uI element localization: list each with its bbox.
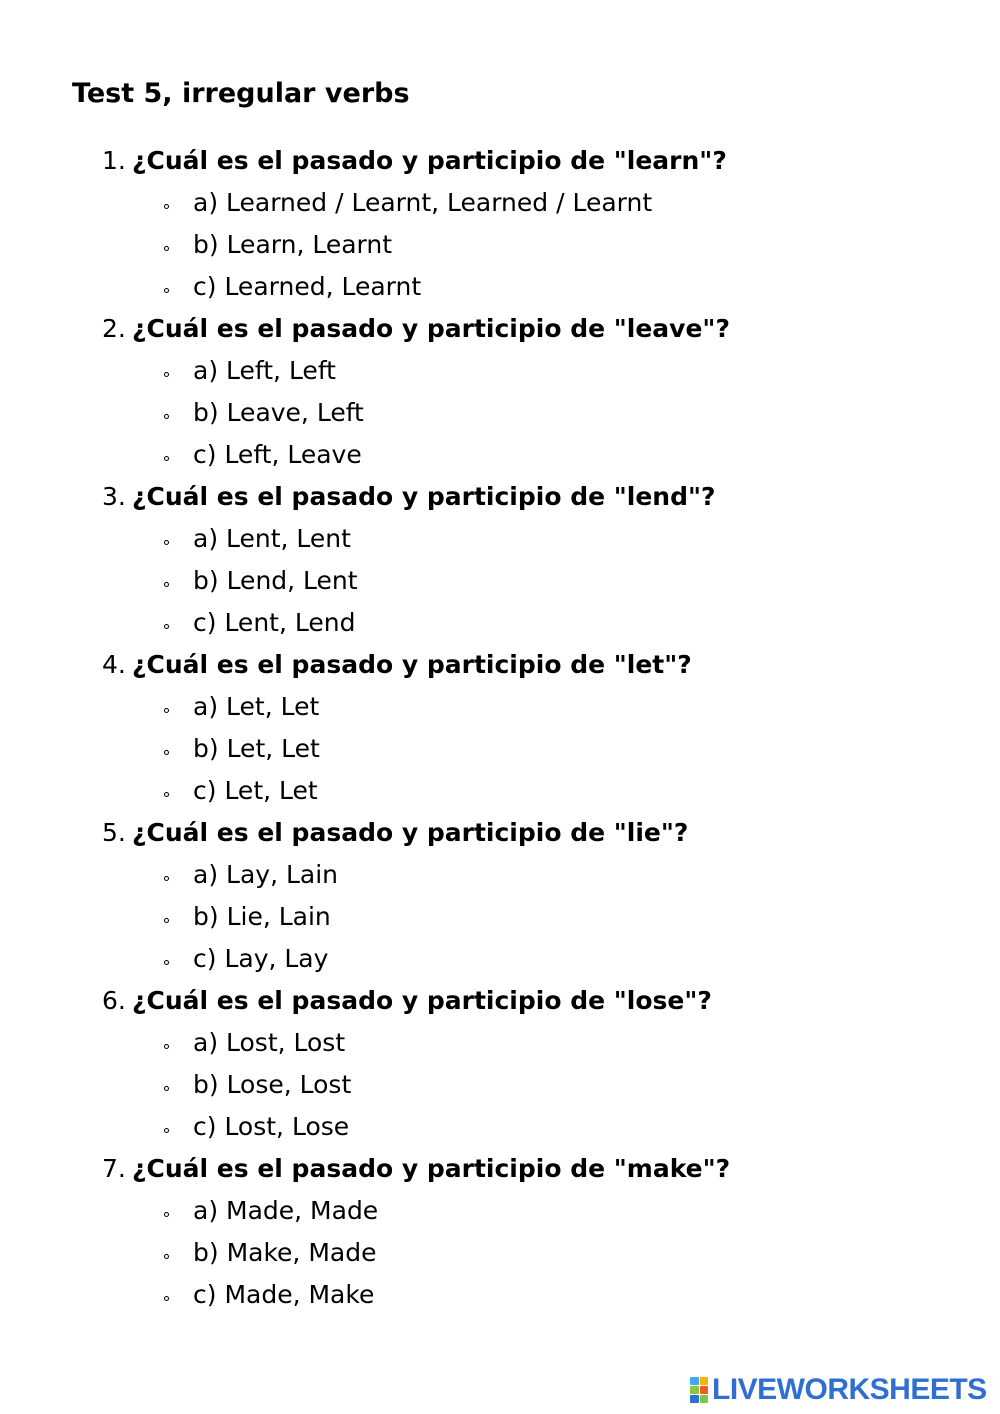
option-text: a) Left, Left [193, 356, 336, 385]
answer-option[interactable] [0, 182, 1000, 224]
question-line [0, 308, 1000, 350]
question-number: 4. [102, 650, 126, 679]
option-text: c) Lost, Lose [193, 1112, 350, 1141]
option-text: c) Made, Make [193, 1280, 375, 1309]
question-number: 3. [102, 482, 126, 511]
option-text: c) Let, Let [193, 776, 318, 805]
question-text: ¿Cuál es el pasado y participio de "lie"? [132, 818, 689, 847]
answer-option[interactable] [0, 686, 1000, 728]
circle-bullet-icon [164, 1296, 169, 1301]
option-text: a) Made, Made [193, 1196, 379, 1225]
circle-bullet-icon [164, 204, 169, 209]
answer-option[interactable] [0, 1022, 1000, 1064]
brand-text: LIVEWORKSHEETS [712, 1373, 987, 1406]
circle-bullet-icon [164, 624, 169, 629]
option-text: b) Lose, Lost [193, 1070, 352, 1099]
answer-option[interactable] [0, 560, 1000, 602]
question-line [0, 476, 1000, 518]
question-text: ¿Cuál es el pasado y participio de "learn"? [132, 146, 727, 175]
question-item [0, 476, 1000, 644]
option-text: a) Lent, Lent [193, 524, 351, 553]
option-text: c) Lent, Lend [193, 608, 356, 637]
answer-option[interactable] [0, 896, 1000, 938]
worksheet-title: Test 5, irregular verbs [72, 78, 410, 109]
answer-option[interactable] [0, 1064, 1000, 1106]
option-text: a) Lost, Lost [193, 1028, 346, 1057]
question-line [0, 812, 1000, 854]
answer-option[interactable] [0, 434, 1000, 476]
liveworksheets-logo-icon [690, 1377, 708, 1403]
circle-bullet-icon [164, 414, 169, 419]
circle-bullet-icon [164, 582, 169, 587]
answer-option[interactable] [0, 1232, 1000, 1274]
answer-option[interactable] [0, 224, 1000, 266]
question-text: ¿Cuál es el pasado y participio de "lend"? [132, 482, 716, 511]
logo-tile [700, 1386, 709, 1394]
circle-bullet-icon [164, 1086, 169, 1091]
question-number: 5. [102, 818, 126, 847]
liveworksheets-brand[interactable] [690, 1374, 987, 1406]
question-number: 1. [102, 146, 126, 175]
option-text: b) Lend, Lent [193, 566, 358, 595]
question-number: 7. [102, 1154, 126, 1183]
circle-bullet-icon [164, 708, 169, 713]
option-text: c) Lay, Lay [193, 944, 329, 973]
question-line [0, 1148, 1000, 1190]
option-text: b) Lie, Lain [193, 902, 331, 931]
option-text: b) Learn, Learnt [193, 230, 393, 259]
circle-bullet-icon [164, 1044, 169, 1049]
question-line [0, 980, 1000, 1022]
question-item [0, 308, 1000, 476]
answer-option[interactable] [0, 854, 1000, 896]
question-text: ¿Cuál es el pasado y participio de "lose"? [132, 986, 712, 1015]
answer-option[interactable] [0, 770, 1000, 812]
option-text: b) Make, Made [193, 1238, 377, 1267]
question-item [0, 644, 1000, 812]
option-text: a) Lay, Lain [193, 860, 338, 889]
question-text: ¿Cuál es el pasado y participio de "make"? [132, 1154, 731, 1183]
option-text: c) Learned, Learnt [193, 272, 422, 301]
logo-tile [690, 1377, 699, 1385]
answer-option[interactable] [0, 1274, 1000, 1316]
question-text: ¿Cuál es el pasado y participio de "let"? [132, 650, 692, 679]
option-text: a) Learned / Learnt, Learned / Learnt [193, 188, 653, 217]
question-item [0, 980, 1000, 1148]
answer-option[interactable] [0, 350, 1000, 392]
logo-tile [690, 1395, 699, 1403]
circle-bullet-icon [164, 750, 169, 755]
circle-bullet-icon [164, 960, 169, 965]
option-text: a) Let, Let [193, 692, 320, 721]
answer-option[interactable] [0, 266, 1000, 308]
circle-bullet-icon [164, 1212, 169, 1217]
question-text: ¿Cuál es el pasado y participio de "leave"? [132, 314, 730, 343]
question-line [0, 644, 1000, 686]
logo-tile [690, 1386, 699, 1394]
circle-bullet-icon [164, 1254, 169, 1259]
answer-option[interactable] [0, 728, 1000, 770]
answer-option[interactable] [0, 602, 1000, 644]
question-item [0, 1148, 1000, 1316]
logo-tile [700, 1395, 709, 1403]
circle-bullet-icon [164, 246, 169, 251]
circle-bullet-icon [164, 456, 169, 461]
option-text: b) Leave, Left [193, 398, 364, 427]
answer-option[interactable] [0, 518, 1000, 560]
answer-option[interactable] [0, 938, 1000, 980]
question-line [0, 140, 1000, 182]
question-number: 6. [102, 986, 126, 1015]
circle-bullet-icon [164, 1128, 169, 1133]
circle-bullet-icon [164, 540, 169, 545]
question-list [0, 140, 1000, 1316]
answer-option[interactable] [0, 1106, 1000, 1148]
logo-tile [700, 1377, 709, 1385]
circle-bullet-icon [164, 876, 169, 881]
answer-option[interactable] [0, 1190, 1000, 1232]
circle-bullet-icon [164, 792, 169, 797]
question-item [0, 812, 1000, 980]
circle-bullet-icon [164, 288, 169, 293]
answer-option[interactable] [0, 392, 1000, 434]
circle-bullet-icon [164, 918, 169, 923]
circle-bullet-icon [164, 372, 169, 377]
question-number: 2. [102, 314, 126, 343]
question-item [0, 140, 1000, 308]
option-text: b) Let, Let [193, 734, 320, 763]
option-text: c) Left, Leave [193, 440, 362, 469]
